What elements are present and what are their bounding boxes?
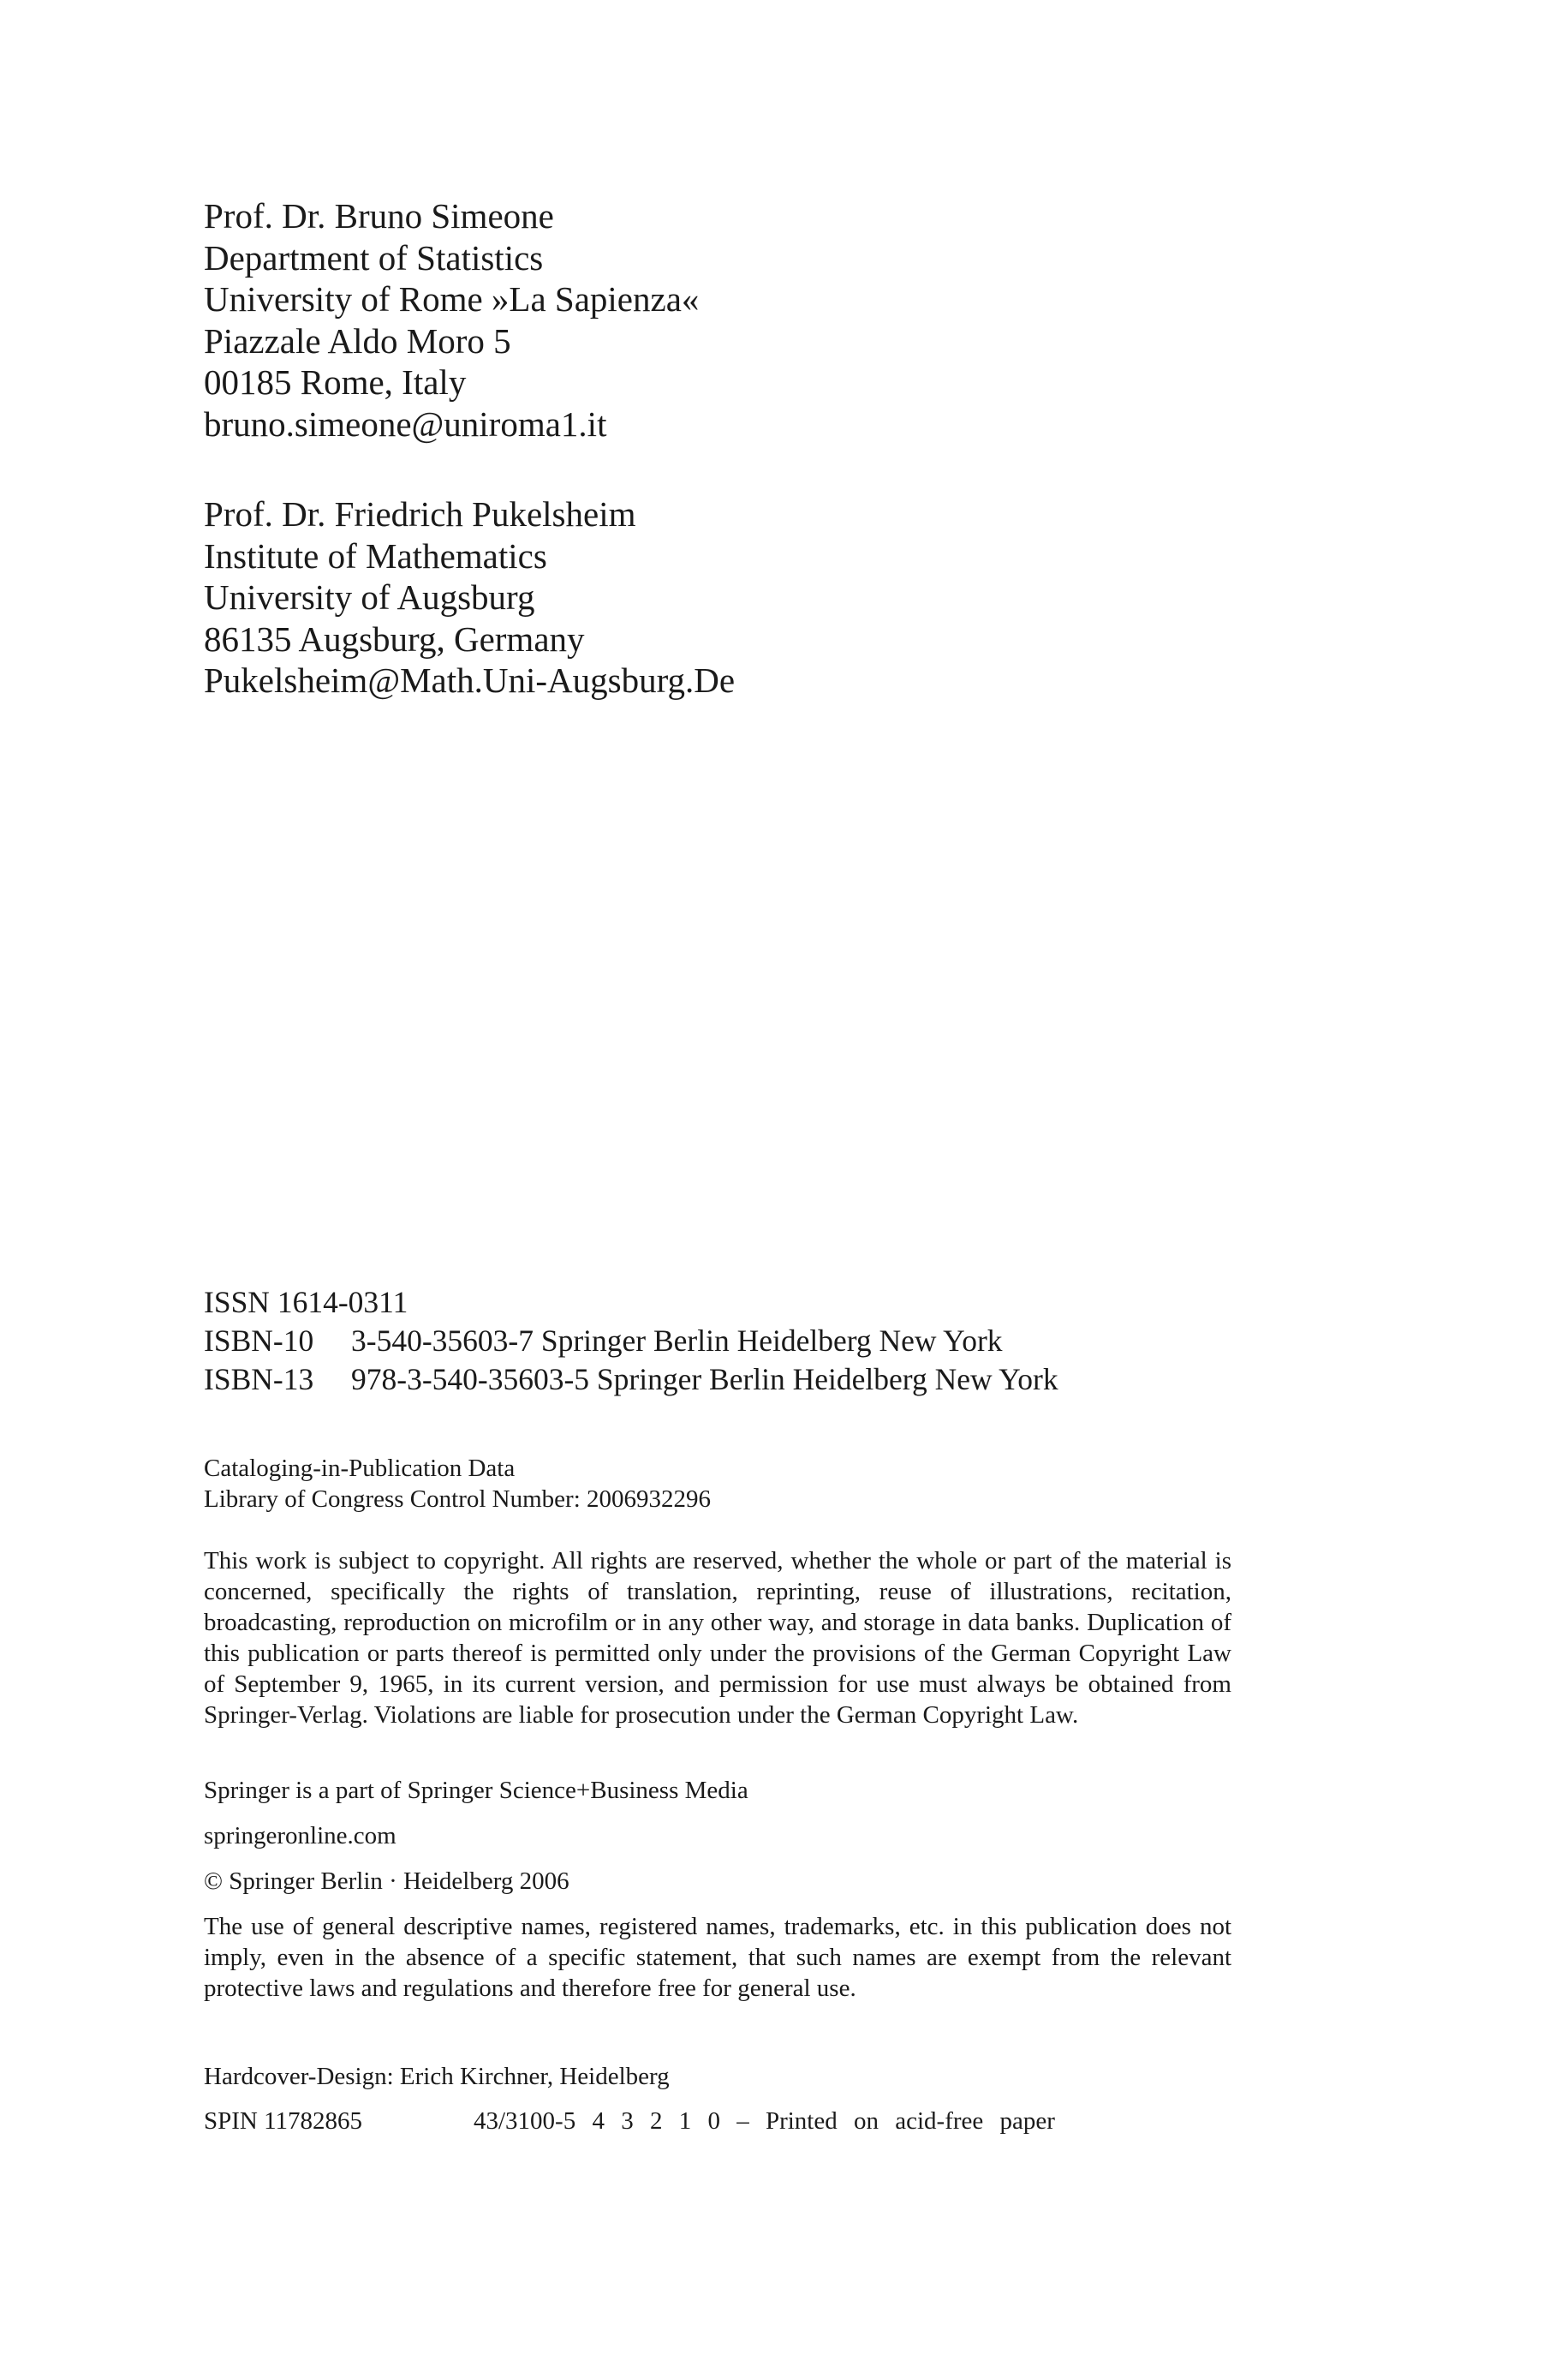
author-address-pukelsheim [204,493,735,702]
author-city: 00185 Rome, Italy [204,362,467,402]
author-email: Pukelsheim@Math.Uni-Augsburg.De [204,660,736,700]
isbn10-label: ISBN-10 [204,1323,314,1358]
trademark-notice: The use of general descriptive names, registered names, trademarks, etc. in this publication does not imply, even in the absence of a specific statement, that such names are exempt from the relevant protective laws and regulations and therefore free for general use. [204,1913,1231,2002]
author-email: bruno.simeone@uniroma1.it [204,403,607,444]
cataloging-data [204,1453,1231,1515]
lccn: Library of Congress Control Number: 2006932296 [204,1485,712,1513]
isbn10-value: 3-540-35603-7 Springer Berlin Heidelberg New York [351,1323,1003,1358]
author-university: University of Augsburg [204,577,535,617]
spin-line [204,2106,1231,2136]
author-name: Prof. Dr. Bruno Simeone [204,196,554,236]
issn-row [204,1283,1058,1322]
author-street: Piazzale Aldo Moro 5 [204,320,511,361]
issn: ISSN 1614-0311 [204,1285,408,1319]
author-address-simeone [204,195,699,445]
author-name: Prof. Dr. Friedrich Pukelsheim [204,494,636,534]
author-department: Department of Statistics [204,237,544,278]
spin-code: SPIN 11782865 [204,2107,363,2135]
author-city: 86135 Augsburg, Germany [204,618,585,659]
copyright-line: © Springer Berlin · Heidelberg 2006 [204,1867,569,1895]
identifier-block [204,1283,1058,1399]
hardcover-design-credit: Hardcover-Design: Erich Kirchner, Heidelberg [204,2063,670,2090]
isbn10-row [204,1322,1058,1360]
springer-website: springeronline.com [204,1822,396,1849]
springer-affiliation: Springer is a part of Springer Science+Business Media [204,1777,748,1804]
isbn13-row [204,1360,1058,1399]
author-university: University of Rome »La Sapienza« [204,279,700,319]
cip-heading: Cataloging-in-Publication Data [204,1455,516,1482]
print-code: 43/3100-5 4 3 2 1 0 – Printed on acid-free paper [474,2107,1055,2135]
isbn13-value: 978-3-540-35603-5 Springer Berlin Heidelberg New York [351,1362,1058,1396]
author-department: Institute of Mathematics [204,535,547,576]
copyright-notice: This work is subject to copyright. All rights are reserved, whether the whole or part of the material is concerned, specifically the rights of translation, reprinting, reuse of illustrations, recitation, broadcasting, reproduction on microfilm or in any other way, and storage in data banks. Duplication of this publication or parts thereof is permitted only under the provisions of the German Copyright Law of September 9, 1965, in its current version, and permission for use must always be obtained from Springer-Verlag. Violations are liable for prosecution under the German Copyright Law. [204,1547,1231,1729]
isbn13-label: ISBN-13 [204,1362,314,1396]
